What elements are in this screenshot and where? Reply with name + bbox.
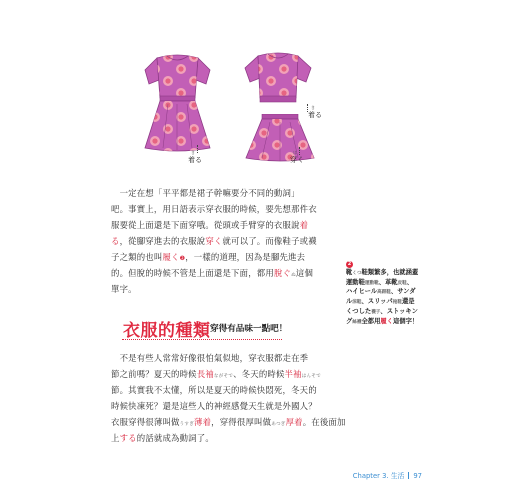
right-bottom-label: は 穿く (290, 150, 304, 164)
text-line: 一定在想「平平都是裙子幹嘛要分不同的動詞」 (119, 188, 300, 198)
note-line: ル涼鞋、スリッパ拖鞋還是 (346, 298, 415, 306)
blouse-illustration (238, 50, 318, 108)
note-line: ハイヒール高跟鞋、サンダ (346, 288, 416, 296)
note-line: 運動鞋運動靴、革靴皮鞋、 (346, 278, 414, 286)
text-line: 的。但脫的時候不管是上面還是下面，都用脫ぐぬ這個 (111, 268, 314, 278)
text-line: 不是有些人常常好像很怕氣似地，穿衣服都走在季 (119, 353, 309, 363)
right-top-label: き 着る (308, 105, 322, 119)
paragraph-intro (111, 185, 339, 297)
text-line: 節。其實我不太懂，所以是夏天的時候快悶死，冬天的 (111, 385, 317, 395)
chapter-label: Chapter 3. 生活 (352, 472, 405, 480)
page-footer (353, 470, 422, 480)
text-line: 衣服穿得很薄叫做うすぎ薄着，穿得很厚叫做あつぎ厚着。在後面加 (111, 417, 346, 427)
text-line: 單字。 (111, 284, 137, 294)
text-line: 時候快凍死？還是這些人的神經感覺天生就是外國人？ (111, 401, 317, 411)
section-title-underline (122, 339, 282, 340)
note-line (346, 260, 428, 269)
text-line: 上する的話就成為動詞了。 (111, 433, 214, 443)
left-label: き 着る (188, 150, 202, 164)
note-line: グ絲襪全都用履く這個字！ (346, 317, 419, 325)
text-line: 吧。事實上，用日語表示穿衣服的時候，要先想那件衣 (111, 204, 317, 214)
note-line: 靴くつ鞋類繁多，也就涵蓋 (346, 268, 419, 276)
page-number: 97 (413, 472, 422, 480)
side-note (346, 260, 428, 328)
skirt-illustration (244, 114, 316, 162)
note-number-badge: 2 (347, 261, 352, 267)
dress-illustration (135, 50, 220, 155)
section-title: 衣服的種類 (123, 321, 211, 341)
text-line: る，從腳穿進去的衣服說穿く就可以了。而像鞋子或襪 (111, 236, 317, 246)
section-subtitle: 穿得有品味一點吧！ (210, 324, 288, 334)
text-line: 服要從上面還是下面穿哦。從頭或手臂穿的衣服說着 (111, 220, 309, 230)
text-line: 子之類的也叫履く❷，一樣的道理，因為是腳先進去 (111, 252, 306, 262)
text-line: 節之前嗎？夏天的時候長袖ながそで、冬天的時候半袖はんそで (111, 369, 321, 379)
paragraph-clothing (111, 350, 351, 446)
note-line: くつした襪子、ストッキン (346, 307, 418, 315)
footer-divider (408, 472, 409, 479)
